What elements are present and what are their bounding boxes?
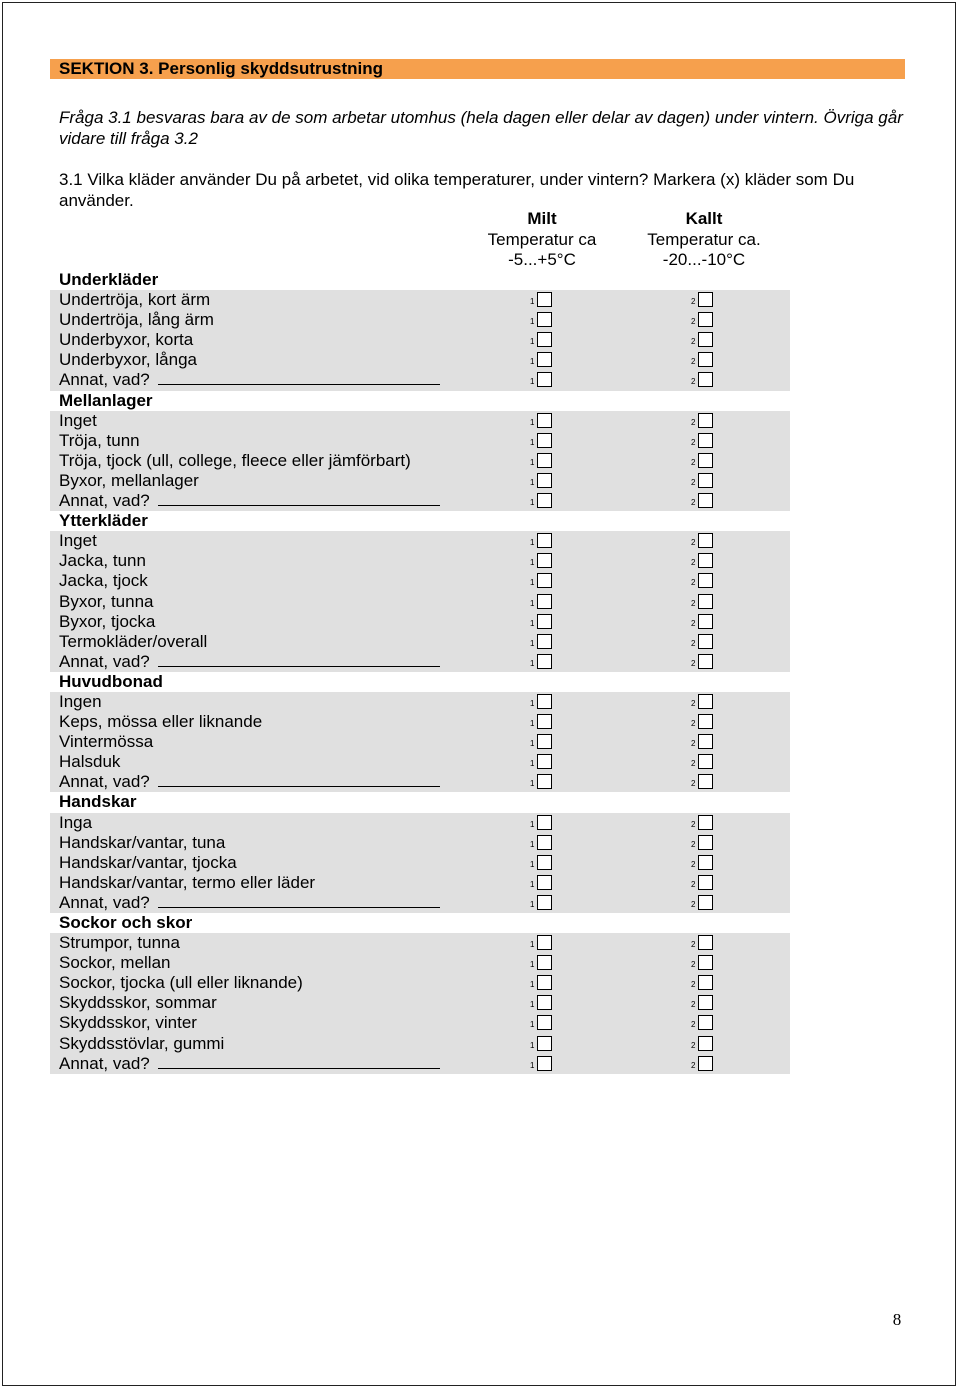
section-header: [50, 59, 905, 79]
checkbox[interactable]: [698, 453, 713, 468]
category-label: [59, 672, 163, 692]
form-row: [50, 531, 790, 551]
checkbox[interactable]: [698, 754, 713, 769]
option-number: 1: [530, 739, 535, 749]
option-number: 1: [530, 839, 535, 849]
option-number: 1: [530, 317, 535, 327]
checkbox[interactable]: [698, 1036, 713, 1051]
column-temperature-range: -20...-10°C: [662, 250, 746, 269]
label-text: Sockor, tjocka (ull eller liknande): [59, 973, 303, 993]
option-number: 1: [530, 297, 535, 307]
item-label: [59, 652, 440, 672]
form-row: [50, 873, 790, 893]
option-number: 1: [530, 658, 535, 668]
item-label: [59, 1034, 224, 1054]
label-text: Byxor, tunna: [59, 591, 154, 611]
item-label: [59, 491, 440, 511]
label-text: Jacka, tjock: [59, 571, 148, 591]
checkbox[interactable]: [537, 473, 552, 488]
label-text: Tröja, tunn: [59, 430, 140, 450]
label-text: Skyddsskor, sommar: [59, 993, 217, 1013]
form-row: [50, 411, 790, 431]
form-row: [50, 632, 790, 652]
label-text: Annat, vad?: [59, 370, 150, 390]
form-row: [50, 451, 790, 471]
write-in-field[interactable]: [158, 491, 440, 506]
option-number: 2: [691, 437, 696, 447]
page-number: 8: [892, 1310, 902, 1329]
category-heading: [50, 672, 790, 692]
category-heading: [50, 391, 790, 411]
item-label: [59, 330, 193, 350]
category-heading: [50, 270, 790, 290]
form-row: [50, 350, 790, 370]
option-number: 2: [691, 940, 696, 950]
checkbox[interactable]: [698, 594, 713, 609]
option-number: 2: [691, 739, 696, 749]
form-row: [50, 1034, 790, 1054]
checkbox[interactable]: [537, 995, 552, 1010]
label-text: Handskar/vantar, tuna: [59, 832, 226, 852]
label-text: Inga: [59, 812, 93, 832]
label-text: Ytterkläder: [59, 511, 148, 531]
option-number: 2: [691, 297, 696, 307]
option-number: 1: [530, 638, 535, 648]
item-label: [59, 310, 214, 330]
label-text: Undertröja, kort ärm: [59, 290, 211, 310]
option-number: 2: [691, 457, 696, 467]
option-number: 1: [530, 1000, 535, 1010]
form-row: [50, 772, 790, 792]
label-text: Termokläder/overall: [59, 631, 208, 651]
checkbox[interactable]: [698, 533, 713, 548]
item-label: [59, 772, 440, 792]
checkbox[interactable]: [698, 573, 713, 588]
column-title: Milt: [527, 209, 557, 228]
option-number: 2: [691, 337, 696, 347]
checkbox[interactable]: [698, 955, 713, 970]
write-in-field[interactable]: [158, 652, 440, 667]
label-text: Byxor, mellanlager: [59, 470, 199, 490]
checkbox[interactable]: [537, 714, 552, 729]
item-label: [59, 813, 92, 833]
category-heading: [50, 511, 790, 531]
option-number: 1: [530, 879, 535, 889]
item-label: [59, 893, 440, 913]
form-row: [50, 612, 790, 632]
form-row: [50, 973, 790, 993]
label-text: Handskar: [59, 792, 137, 812]
write-in-field[interactable]: [158, 893, 440, 908]
checkbox[interactable]: [537, 614, 552, 629]
write-in-field[interactable]: [158, 1054, 440, 1069]
option-number: 2: [691, 477, 696, 487]
option-number: 2: [691, 377, 696, 387]
label-text: Sockor och skor: [59, 913, 193, 932]
option-number: 2: [691, 719, 696, 729]
option-number: 2: [691, 317, 696, 327]
option-number: 1: [530, 357, 535, 367]
option-number: 1: [530, 377, 535, 387]
option-number: 1: [530, 578, 535, 588]
form-row: [50, 551, 790, 571]
option-number: 2: [691, 618, 696, 628]
category-heading: [50, 792, 790, 812]
form-row: [50, 813, 790, 833]
form-row: [50, 592, 790, 612]
option-number: 2: [691, 498, 696, 508]
write-in-field[interactable]: [158, 772, 440, 787]
form-row: [50, 491, 790, 511]
checkbox[interactable]: [698, 694, 713, 709]
option-number: 1: [530, 558, 535, 568]
form-row: [50, 752, 790, 772]
option-number: 1: [530, 498, 535, 508]
option-number: 1: [530, 719, 535, 729]
checkbox[interactable]: [698, 312, 713, 327]
write-in-field[interactable]: [158, 370, 440, 385]
checkbox[interactable]: [537, 553, 552, 568]
form-row: [50, 330, 790, 350]
item-label: [59, 571, 148, 591]
column-title: Kallt: [685, 209, 723, 228]
column-header-milt: [452, 209, 632, 271]
option-number: 2: [691, 558, 696, 568]
checkbox[interactable]: [537, 815, 552, 830]
checkbox[interactable]: [537, 352, 552, 367]
option-number: 2: [691, 578, 696, 588]
option-number: 2: [691, 698, 696, 708]
item-label: [59, 471, 199, 491]
option-number: 2: [691, 658, 696, 668]
checkbox[interactable]: [698, 1015, 713, 1030]
item-label: [59, 1054, 440, 1074]
checkbox[interactable]: [698, 734, 713, 749]
label-text: Ingen: [59, 691, 102, 711]
label-text: Inget: [59, 531, 97, 551]
checkbox[interactable]: [698, 292, 713, 307]
option-number: 1: [530, 618, 535, 628]
option-number: 1: [530, 960, 535, 970]
checkbox[interactable]: [537, 774, 552, 789]
option-number: 1: [530, 940, 535, 950]
column-temperature-label: Temperatur ca.: [647, 229, 761, 249]
checkbox[interactable]: [698, 493, 713, 508]
form-row: [50, 893, 790, 913]
checkbox[interactable]: [698, 935, 713, 950]
checkbox[interactable]: [698, 433, 713, 448]
label-text: Vintermössa: [59, 732, 154, 752]
option-number: 2: [691, 1040, 696, 1050]
checkbox[interactable]: [537, 292, 552, 307]
checkbox[interactable]: [537, 935, 552, 950]
checkbox[interactable]: [537, 875, 552, 890]
label-text: Huvudbonad: [59, 671, 163, 691]
checkbox[interactable]: [537, 654, 552, 669]
checkbox[interactable]: [698, 895, 713, 910]
checkbox[interactable]: [537, 332, 552, 347]
checkbox[interactable]: [698, 654, 713, 669]
label-text: Sockor, mellan: [59, 953, 171, 973]
item-label: [59, 933, 180, 953]
label-text: Tröja, tjock (ull, college, fleece eller jämförbart): [59, 450, 411, 470]
checkbox[interactable]: [537, 372, 552, 387]
checkbox[interactable]: [537, 634, 552, 649]
item-label: [59, 551, 146, 571]
checkbox[interactable]: [698, 975, 713, 990]
option-number: 2: [691, 980, 696, 990]
label-text: Handskar/vantar, termo eller läder: [59, 872, 316, 892]
item-label: [59, 411, 97, 431]
checkbox[interactable]: [537, 694, 552, 709]
column-temperature-range: -5...+5°C: [508, 250, 576, 269]
label-text: Jacka, tunn: [59, 551, 146, 571]
form-row: [50, 1013, 790, 1033]
category-label: [59, 792, 136, 812]
option-number: 2: [691, 638, 696, 648]
checkbox[interactable]: [537, 1015, 552, 1030]
checkbox[interactable]: [537, 734, 552, 749]
form-row: [50, 571, 790, 591]
label-text: Underkläder: [59, 270, 159, 289]
option-number: 1: [530, 1040, 535, 1050]
clothing-form: [50, 270, 790, 1074]
option-number: 1: [530, 457, 535, 467]
checkbox[interactable]: [698, 332, 713, 347]
option-number: 1: [530, 477, 535, 487]
option-number: 2: [691, 759, 696, 769]
item-label: [59, 431, 140, 451]
option-number: 1: [530, 859, 535, 869]
item-label: [59, 833, 225, 853]
checkbox[interactable]: [698, 1056, 713, 1071]
form-row: [50, 290, 790, 310]
option-number: 1: [530, 899, 535, 909]
checkbox[interactable]: [537, 573, 552, 588]
option-number: 2: [691, 779, 696, 789]
form-row: [50, 370, 790, 390]
form-row: [50, 652, 790, 672]
checkbox[interactable]: [698, 995, 713, 1010]
option-number: 1: [530, 819, 535, 829]
option-number: 2: [691, 1000, 696, 1010]
form-row: [50, 1054, 790, 1074]
form-row: [50, 310, 790, 330]
item-label: [59, 370, 440, 390]
checkbox[interactable]: [698, 413, 713, 428]
checkbox[interactable]: [698, 473, 713, 488]
label-text: Byxor, tjocka: [59, 611, 156, 631]
item-label: [59, 873, 315, 893]
option-number: 2: [691, 839, 696, 849]
checkbox[interactable]: [698, 714, 713, 729]
form-row: [50, 471, 790, 491]
option-number: 1: [530, 980, 535, 990]
option-number: 2: [691, 1060, 696, 1070]
label-text: Annat, vad?: [59, 651, 150, 671]
item-label: [59, 993, 217, 1013]
column-header-kallt: [614, 209, 794, 271]
checkbox[interactable]: [537, 533, 552, 548]
option-number: 2: [691, 417, 696, 427]
item-label: [59, 1013, 197, 1033]
option-number: 2: [691, 1020, 696, 1030]
checkbox[interactable]: [537, 1056, 552, 1071]
form-row: [50, 933, 790, 953]
category-label: [59, 391, 153, 411]
option-number: 2: [691, 960, 696, 970]
option-number: 1: [530, 437, 535, 447]
checkbox[interactable]: [537, 433, 552, 448]
checkbox[interactable]: [698, 352, 713, 367]
label-text: Inget: [59, 410, 97, 430]
item-label: [59, 592, 154, 612]
checkbox[interactable]: [698, 835, 713, 850]
column-temperature-label: Temperatur ca: [487, 229, 597, 249]
checkbox[interactable]: [537, 493, 552, 508]
checkbox[interactable]: [537, 835, 552, 850]
option-number: 1: [530, 337, 535, 347]
label-text: Annat, vad?: [59, 491, 150, 511]
category-label: [59, 511, 148, 531]
checkbox[interactable]: [698, 634, 713, 649]
label-text: Undertröja, lång ärm: [59, 310, 214, 330]
label-text: Annat, vad?: [59, 772, 150, 792]
checkbox[interactable]: [698, 875, 713, 890]
option-number: 2: [691, 598, 696, 608]
form-row: [50, 993, 790, 1013]
checkbox[interactable]: [698, 815, 713, 830]
checkbox[interactable]: [698, 372, 713, 387]
option-number: 1: [530, 779, 535, 789]
label-text: Underbyxor, långa: [59, 350, 197, 370]
option-number: 2: [691, 819, 696, 829]
form-row: [50, 833, 790, 853]
checkbox[interactable]: [537, 413, 552, 428]
item-label: [59, 692, 102, 712]
label-text: Annat, vad?: [59, 892, 150, 912]
form-row: [50, 712, 790, 732]
checkbox[interactable]: [537, 312, 552, 327]
label-text: Strumpor, tunna: [59, 933, 180, 953]
option-number: 1: [530, 598, 535, 608]
checkbox[interactable]: [537, 453, 552, 468]
label-text: Keps, mössa eller liknande: [59, 712, 263, 732]
option-number: 1: [530, 759, 535, 769]
checkbox[interactable]: [698, 774, 713, 789]
item-label: [59, 712, 262, 732]
category-label: [59, 270, 158, 290]
checkbox[interactable]: [537, 895, 552, 910]
item-label: [59, 290, 210, 310]
option-number: 2: [691, 538, 696, 548]
form-row: [50, 692, 790, 712]
section-title: SEKTION 3. Personlig skyddsutrustning: [59, 59, 383, 78]
option-number: 1: [530, 1060, 535, 1070]
checkbox[interactable]: [537, 975, 552, 990]
item-label: [59, 612, 155, 632]
option-number: 1: [530, 1020, 535, 1030]
category-label: [59, 913, 192, 933]
form-row: [50, 732, 790, 752]
label-text: Mellanlager: [59, 390, 153, 410]
item-label: [59, 632, 207, 652]
checkbox[interactable]: [698, 553, 713, 568]
item-label: [59, 350, 197, 370]
intro-text: Fråga 3.1 besvaras bara av de som arbetar utomhus (hela dagen eller delar av dagen) under vintern. Övriga går vidare till fråga 3.2: [59, 108, 903, 148]
item-label: [59, 752, 120, 772]
item-label: [59, 531, 97, 551]
checkbox[interactable]: [537, 855, 552, 870]
item-label: [59, 451, 411, 471]
checkbox[interactable]: [537, 955, 552, 970]
checkbox[interactable]: [698, 614, 713, 629]
label-text: Skyddsstövlar, gummi: [59, 1033, 225, 1053]
item-label: [59, 953, 171, 973]
checkbox[interactable]: [537, 594, 552, 609]
item-label: [59, 732, 153, 752]
label-text: Handskar/vantar, tjocka: [59, 852, 237, 872]
checkbox[interactable]: [698, 855, 713, 870]
checkbox[interactable]: [537, 754, 552, 769]
option-number: 2: [691, 879, 696, 889]
item-label: [59, 973, 303, 993]
option-number: 2: [691, 899, 696, 909]
label-text: Annat, vad?: [59, 1053, 150, 1073]
option-number: 2: [691, 859, 696, 869]
label-text: Underbyxor, korta: [59, 330, 194, 350]
form-row: [50, 953, 790, 973]
item-label: [59, 853, 237, 873]
form-row: [50, 431, 790, 451]
checkbox[interactable]: [537, 1036, 552, 1051]
form-row: [50, 853, 790, 873]
category-heading: [50, 913, 790, 933]
label-text: Halsduk: [59, 752, 121, 772]
option-number: 1: [530, 698, 535, 708]
option-number: 1: [530, 538, 535, 548]
option-number: 2: [691, 357, 696, 367]
question-text: 3.1 Vilka kläder använder Du på arbetet, vid olika temperaturer, under vintern? Markera (x) kläder som Du använder.: [59, 170, 855, 210]
option-number: 1: [530, 417, 535, 427]
label-text: Skyddsskor, vinter: [59, 1013, 197, 1033]
